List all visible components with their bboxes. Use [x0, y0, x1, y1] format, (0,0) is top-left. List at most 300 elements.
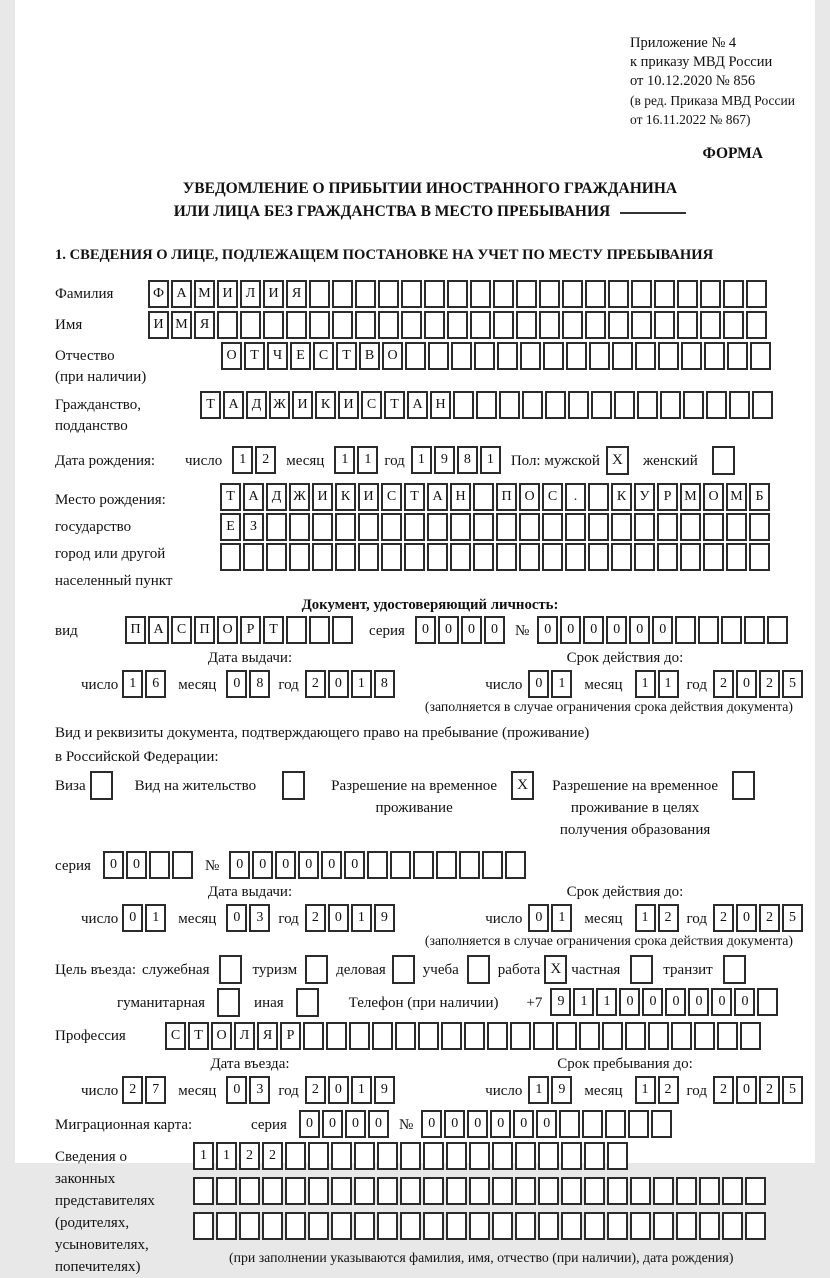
char-cell[interactable]: 0	[299, 1110, 320, 1138]
char-cell[interactable]: 2	[658, 1076, 679, 1104]
char-cell[interactable]: Т	[384, 391, 405, 419]
char-cell[interactable]	[516, 280, 537, 308]
char-cell[interactable]	[289, 513, 310, 541]
char-cell[interactable]	[482, 851, 503, 879]
char-cell[interactable]	[700, 280, 721, 308]
char-cell[interactable]	[749, 543, 770, 571]
char-cell[interactable]	[562, 311, 583, 339]
char-cell[interactable]	[556, 1022, 577, 1050]
char-cell[interactable]	[312, 513, 333, 541]
char-cell[interactable]	[404, 543, 425, 571]
char-cell[interactable]	[381, 543, 402, 571]
char-cell[interactable]: 0	[652, 616, 673, 644]
char-cell[interactable]	[746, 311, 767, 339]
char-cell[interactable]: С	[171, 616, 192, 644]
char-cell[interactable]	[309, 616, 330, 644]
sex-female-checkbox[interactable]	[712, 446, 735, 475]
char-cell[interactable]	[289, 543, 310, 571]
char-cell[interactable]	[476, 391, 497, 419]
char-cell[interactable]	[367, 851, 388, 879]
char-cell[interactable]: 0	[368, 1110, 389, 1138]
char-cell[interactable]	[263, 311, 284, 339]
char-cell[interactable]	[400, 1177, 421, 1205]
char-cell[interactable]: О	[519, 483, 540, 511]
char-cell[interactable]: 1	[351, 1076, 372, 1104]
char-cell[interactable]: П	[194, 616, 215, 644]
char-cell[interactable]	[285, 1142, 306, 1170]
char-cell[interactable]	[381, 513, 402, 541]
char-cell[interactable]	[698, 616, 719, 644]
char-cell[interactable]	[450, 513, 471, 541]
char-cell[interactable]	[492, 1212, 513, 1240]
char-cell[interactable]	[745, 1177, 766, 1205]
char-cell[interactable]	[332, 616, 353, 644]
char-cell[interactable]	[312, 543, 333, 571]
char-cell[interactable]	[612, 342, 633, 370]
char-cell[interactable]	[539, 311, 560, 339]
char-cell[interactable]: 1	[193, 1142, 214, 1170]
char-cell[interactable]: Т	[188, 1022, 209, 1050]
purpose-private-checkbox[interactable]	[630, 955, 653, 984]
char-cell[interactable]: Я	[286, 280, 307, 308]
char-cell[interactable]	[469, 1177, 490, 1205]
char-cell[interactable]: 0	[736, 670, 757, 698]
char-cell[interactable]	[559, 1110, 580, 1138]
char-cell[interactable]	[628, 1110, 649, 1138]
char-cell[interactable]	[492, 1177, 513, 1205]
purpose-study-checkbox[interactable]	[467, 955, 490, 984]
char-cell[interactable]: К	[611, 483, 632, 511]
char-cell[interactable]	[377, 1212, 398, 1240]
char-cell[interactable]: 0	[736, 904, 757, 932]
char-cell[interactable]: 5	[782, 904, 803, 932]
char-cell[interactable]	[404, 513, 425, 541]
char-cell[interactable]: О	[211, 1022, 232, 1050]
char-cell[interactable]	[631, 311, 652, 339]
char-cell[interactable]	[469, 1212, 490, 1240]
char-cell[interactable]	[658, 342, 679, 370]
char-cell[interactable]	[423, 1177, 444, 1205]
char-cell[interactable]	[608, 280, 629, 308]
char-cell[interactable]: 0	[461, 616, 482, 644]
char-cell[interactable]	[354, 1142, 375, 1170]
char-cell[interactable]	[308, 1177, 329, 1205]
char-cell[interactable]	[436, 851, 457, 879]
char-cell[interactable]	[683, 391, 704, 419]
char-cell[interactable]	[446, 1212, 467, 1240]
char-cell[interactable]	[699, 1177, 720, 1205]
purpose-tourism-checkbox[interactable]	[305, 955, 328, 984]
char-cell[interactable]	[561, 1177, 582, 1205]
char-cell[interactable]	[648, 1022, 669, 1050]
char-cell[interactable]	[561, 1142, 582, 1170]
char-cell[interactable]	[193, 1177, 214, 1205]
char-cell[interactable]	[216, 1177, 237, 1205]
char-cell[interactable]: Д	[266, 483, 287, 511]
char-cell[interactable]	[423, 1142, 444, 1170]
char-cell[interactable]	[700, 311, 721, 339]
char-cell[interactable]: 0	[328, 904, 349, 932]
char-cell[interactable]	[637, 391, 658, 419]
char-cell[interactable]	[335, 513, 356, 541]
char-cell[interactable]	[377, 1177, 398, 1205]
char-cell[interactable]: Е	[220, 513, 241, 541]
temp-permit-checkbox[interactable]: X	[511, 771, 534, 800]
char-cell[interactable]	[216, 1212, 237, 1240]
char-cell[interactable]	[744, 616, 765, 644]
char-cell[interactable]	[464, 1022, 485, 1050]
char-cell[interactable]	[358, 543, 379, 571]
char-cell[interactable]: П	[496, 483, 517, 511]
char-cell[interactable]	[405, 342, 426, 370]
char-cell[interactable]: 0	[642, 988, 663, 1016]
residence-permit-checkbox[interactable]	[282, 771, 305, 800]
char-cell[interactable]: Ж	[269, 391, 290, 419]
char-cell[interactable]	[588, 513, 609, 541]
char-cell[interactable]	[750, 342, 771, 370]
char-cell[interactable]	[723, 280, 744, 308]
char-cell[interactable]: 1	[411, 446, 432, 474]
char-cell[interactable]	[193, 1212, 214, 1240]
char-cell[interactable]: О	[221, 342, 242, 370]
char-cell[interactable]: 0	[528, 670, 549, 698]
char-cell[interactable]	[588, 483, 609, 511]
char-cell[interactable]: Я	[257, 1022, 278, 1050]
char-cell[interactable]: Н	[450, 483, 471, 511]
char-cell[interactable]: 2	[658, 904, 679, 932]
char-cell[interactable]	[694, 1022, 715, 1050]
char-cell[interactable]	[418, 1022, 439, 1050]
char-cell[interactable]: Е	[290, 342, 311, 370]
char-cell[interactable]: 0	[734, 988, 755, 1016]
char-cell[interactable]: 5	[782, 1076, 803, 1104]
char-cell[interactable]: 0	[345, 1110, 366, 1138]
char-cell[interactable]: 1	[480, 446, 501, 474]
char-cell[interactable]	[516, 311, 537, 339]
char-cell[interactable]	[729, 391, 750, 419]
char-cell[interactable]: 8	[249, 670, 270, 698]
char-cell[interactable]	[566, 342, 587, 370]
char-cell[interactable]	[584, 1212, 605, 1240]
char-cell[interactable]	[584, 1142, 605, 1170]
char-cell[interactable]: 5	[782, 670, 803, 698]
char-cell[interactable]: 1	[573, 988, 594, 1016]
char-cell[interactable]: 0	[537, 616, 558, 644]
char-cell[interactable]	[602, 1022, 623, 1050]
char-cell[interactable]: И	[263, 280, 284, 308]
char-cell[interactable]	[676, 1212, 697, 1240]
char-cell[interactable]	[451, 342, 472, 370]
char-cell[interactable]	[757, 988, 778, 1016]
char-cell[interactable]	[427, 543, 448, 571]
char-cell[interactable]	[286, 311, 307, 339]
char-cell[interactable]	[239, 1212, 260, 1240]
char-cell[interactable]: Б	[749, 483, 770, 511]
char-cell[interactable]	[562, 280, 583, 308]
char-cell[interactable]	[722, 1212, 743, 1240]
char-cell[interactable]	[447, 311, 468, 339]
char-cell[interactable]: 0	[421, 1110, 442, 1138]
char-cell[interactable]: 9	[374, 904, 395, 932]
char-cell[interactable]	[470, 280, 491, 308]
char-cell[interactable]: Д	[246, 391, 267, 419]
char-cell[interactable]	[285, 1212, 306, 1240]
char-cell[interactable]: Т	[336, 342, 357, 370]
char-cell[interactable]	[505, 851, 526, 879]
char-cell[interactable]	[584, 1177, 605, 1205]
char-cell[interactable]: З	[243, 513, 264, 541]
char-cell[interactable]: А	[148, 616, 169, 644]
char-cell[interactable]: 2	[262, 1142, 283, 1170]
char-cell[interactable]	[286, 616, 307, 644]
char-cell[interactable]: 0	[226, 670, 247, 698]
char-cell[interactable]: И	[217, 280, 238, 308]
char-cell[interactable]: П	[125, 616, 146, 644]
char-cell[interactable]: 2	[759, 1076, 780, 1104]
char-cell[interactable]: 2	[305, 904, 326, 932]
char-cell[interactable]: Ч	[267, 342, 288, 370]
char-cell[interactable]: 1	[635, 904, 656, 932]
char-cell[interactable]	[625, 1022, 646, 1050]
char-cell[interactable]: 2	[255, 446, 276, 474]
char-cell[interactable]	[266, 543, 287, 571]
char-cell[interactable]	[591, 391, 612, 419]
char-cell[interactable]	[428, 342, 449, 370]
char-cell[interactable]	[752, 391, 773, 419]
char-cell[interactable]: И	[292, 391, 313, 419]
char-cell[interactable]	[721, 616, 742, 644]
char-cell[interactable]: 1	[357, 446, 378, 474]
char-cell[interactable]: 0	[103, 851, 124, 879]
char-cell[interactable]: А	[407, 391, 428, 419]
char-cell[interactable]	[262, 1177, 283, 1205]
char-cell[interactable]: 0	[688, 988, 709, 1016]
char-cell[interactable]: Т	[220, 483, 241, 511]
char-cell[interactable]	[378, 280, 399, 308]
char-cell[interactable]	[660, 391, 681, 419]
char-cell[interactable]	[510, 1022, 531, 1050]
char-cell[interactable]: 1	[635, 670, 656, 698]
char-cell[interactable]	[608, 311, 629, 339]
char-cell[interactable]: 8	[374, 670, 395, 698]
char-cell[interactable]	[243, 543, 264, 571]
char-cell[interactable]	[588, 543, 609, 571]
char-cell[interactable]	[499, 391, 520, 419]
char-cell[interactable]: 1	[232, 446, 253, 474]
char-cell[interactable]	[680, 543, 701, 571]
char-cell[interactable]	[285, 1177, 306, 1205]
char-cell[interactable]: 2	[759, 670, 780, 698]
char-cell[interactable]: 2	[713, 670, 734, 698]
char-cell[interactable]	[519, 543, 540, 571]
char-cell[interactable]: Р	[280, 1022, 301, 1050]
char-cell[interactable]	[441, 1022, 462, 1050]
char-cell[interactable]	[630, 1177, 651, 1205]
char-cell[interactable]: С	[542, 483, 563, 511]
char-cell[interactable]	[497, 342, 518, 370]
char-cell[interactable]: 0	[322, 1110, 343, 1138]
char-cell[interactable]: Ф	[148, 280, 169, 308]
char-cell[interactable]: 0	[736, 1076, 757, 1104]
char-cell[interactable]: Л	[234, 1022, 255, 1050]
char-cell[interactable]	[582, 1110, 603, 1138]
char-cell[interactable]: 1	[596, 988, 617, 1016]
char-cell[interactable]	[515, 1177, 536, 1205]
char-cell[interactable]: О	[703, 483, 724, 511]
char-cell[interactable]: 0	[226, 1076, 247, 1104]
char-cell[interactable]	[611, 513, 632, 541]
char-cell[interactable]: 9	[550, 988, 571, 1016]
char-cell[interactable]: М	[680, 483, 701, 511]
char-cell[interactable]: А	[243, 483, 264, 511]
char-cell[interactable]	[262, 1212, 283, 1240]
char-cell[interactable]	[651, 1110, 672, 1138]
char-cell[interactable]: 1	[351, 670, 372, 698]
char-cell[interactable]	[740, 1022, 761, 1050]
char-cell[interactable]	[354, 1212, 375, 1240]
char-cell[interactable]	[726, 513, 747, 541]
char-cell[interactable]: А	[223, 391, 244, 419]
char-cell[interactable]	[677, 311, 698, 339]
char-cell[interactable]	[657, 543, 678, 571]
char-cell[interactable]	[538, 1212, 559, 1240]
char-cell[interactable]	[542, 513, 563, 541]
char-cell[interactable]	[450, 543, 471, 571]
char-cell[interactable]	[308, 1212, 329, 1240]
char-cell[interactable]	[543, 342, 564, 370]
char-cell[interactable]	[496, 513, 517, 541]
char-cell[interactable]: Р	[240, 616, 261, 644]
char-cell[interactable]	[309, 280, 330, 308]
char-cell[interactable]	[331, 1212, 352, 1240]
char-cell[interactable]	[611, 543, 632, 571]
char-cell[interactable]	[671, 1022, 692, 1050]
char-cell[interactable]	[473, 543, 494, 571]
char-cell[interactable]: 0	[126, 851, 147, 879]
char-cell[interactable]: Я	[194, 311, 215, 339]
char-cell[interactable]: А	[171, 280, 192, 308]
char-cell[interactable]	[607, 1177, 628, 1205]
char-cell[interactable]: 0	[415, 616, 436, 644]
char-cell[interactable]	[332, 280, 353, 308]
char-cell[interactable]	[681, 342, 702, 370]
char-cell[interactable]	[413, 851, 434, 879]
char-cell[interactable]	[446, 1177, 467, 1205]
char-cell[interactable]	[309, 311, 330, 339]
char-cell[interactable]: К	[335, 483, 356, 511]
char-cell[interactable]: В	[359, 342, 380, 370]
char-cell[interactable]: И	[338, 391, 359, 419]
char-cell[interactable]	[487, 1022, 508, 1050]
char-cell[interactable]	[239, 1177, 260, 1205]
char-cell[interactable]: 0	[665, 988, 686, 1016]
char-cell[interactable]: 2	[713, 904, 734, 932]
char-cell[interactable]: 1	[635, 1076, 656, 1104]
char-cell[interactable]	[459, 851, 480, 879]
char-cell[interactable]	[427, 513, 448, 541]
char-cell[interactable]	[522, 391, 543, 419]
char-cell[interactable]: 3	[249, 1076, 270, 1104]
char-cell[interactable]: 2	[239, 1142, 260, 1170]
char-cell[interactable]: И	[358, 483, 379, 511]
char-cell[interactable]: 0	[252, 851, 273, 879]
char-cell[interactable]: 3	[249, 904, 270, 932]
char-cell[interactable]: 1	[658, 670, 679, 698]
visa-checkbox[interactable]	[90, 771, 113, 800]
char-cell[interactable]	[727, 342, 748, 370]
char-cell[interactable]: 6	[145, 670, 166, 698]
char-cell[interactable]	[717, 1022, 738, 1050]
char-cell[interactable]: 1	[122, 670, 143, 698]
char-cell[interactable]	[377, 1142, 398, 1170]
edu-permit-checkbox[interactable]	[732, 771, 755, 800]
char-cell[interactable]	[473, 513, 494, 541]
char-cell[interactable]	[585, 311, 606, 339]
char-cell[interactable]	[332, 311, 353, 339]
char-cell[interactable]	[308, 1142, 329, 1170]
char-cell[interactable]	[533, 1022, 554, 1050]
char-cell[interactable]: М	[194, 280, 215, 308]
char-cell[interactable]: 1	[528, 1076, 549, 1104]
char-cell[interactable]: У	[634, 483, 655, 511]
char-cell[interactable]	[446, 1142, 467, 1170]
char-cell[interactable]	[515, 1212, 536, 1240]
char-cell[interactable]: 0	[629, 616, 650, 644]
char-cell[interactable]: 1	[334, 446, 355, 474]
char-cell[interactable]: 0	[583, 616, 604, 644]
char-cell[interactable]	[675, 616, 696, 644]
char-cell[interactable]: Л	[240, 280, 261, 308]
char-cell[interactable]	[634, 513, 655, 541]
char-cell[interactable]	[545, 391, 566, 419]
char-cell[interactable]: 2	[713, 1076, 734, 1104]
char-cell[interactable]: 0	[513, 1110, 534, 1138]
char-cell[interactable]	[473, 483, 494, 511]
char-cell[interactable]: К	[315, 391, 336, 419]
char-cell[interactable]	[704, 342, 725, 370]
char-cell[interactable]	[447, 280, 468, 308]
char-cell[interactable]	[355, 311, 376, 339]
char-cell[interactable]: 1	[351, 904, 372, 932]
char-cell[interactable]: С	[313, 342, 334, 370]
char-cell[interactable]	[515, 1142, 536, 1170]
char-cell[interactable]: С	[165, 1022, 186, 1050]
char-cell[interactable]	[699, 1212, 720, 1240]
char-cell[interactable]: 7	[145, 1076, 166, 1104]
char-cell[interactable]	[585, 280, 606, 308]
char-cell[interactable]: 1	[216, 1142, 237, 1170]
char-cell[interactable]: Ж	[289, 483, 310, 511]
char-cell[interactable]	[561, 1212, 582, 1240]
char-cell[interactable]	[266, 513, 287, 541]
char-cell[interactable]: М	[171, 311, 192, 339]
char-cell[interactable]	[706, 391, 727, 419]
char-cell[interactable]	[217, 311, 238, 339]
char-cell[interactable]: 0	[438, 616, 459, 644]
char-cell[interactable]: 0	[467, 1110, 488, 1138]
char-cell[interactable]	[568, 391, 589, 419]
char-cell[interactable]	[474, 342, 495, 370]
char-cell[interactable]	[542, 543, 563, 571]
char-cell[interactable]	[335, 543, 356, 571]
char-cell[interactable]: 0	[606, 616, 627, 644]
char-cell[interactable]: 1	[145, 904, 166, 932]
char-cell[interactable]	[607, 1212, 628, 1240]
char-cell[interactable]	[630, 1212, 651, 1240]
char-cell[interactable]	[745, 1212, 766, 1240]
purpose-transit-checkbox[interactable]	[723, 955, 746, 984]
char-cell[interactable]	[589, 342, 610, 370]
